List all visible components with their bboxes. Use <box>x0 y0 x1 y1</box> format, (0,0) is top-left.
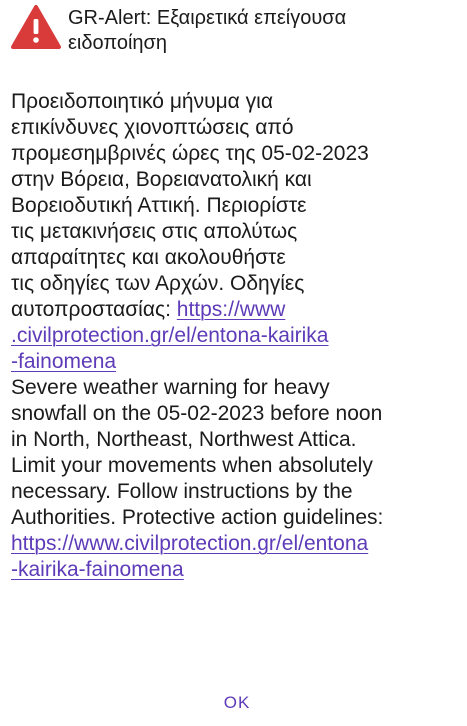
english-guidelines-link[interactable]: https://www.civilprotection.gr/el/entona <box>11 532 369 555</box>
english-message-line: Authorities. Protective action guidelines: <box>11 506 384 529</box>
greek-link-line <box>11 297 463 323</box>
greek-link-line <box>11 349 463 375</box>
english-link-line <box>11 531 463 557</box>
english-message-line: snowfall on the 05-02-2023 before noon <box>11 402 383 425</box>
english-message-line: Limit your movements when absolutely <box>11 454 373 477</box>
english-guidelines-link[interactable]: -kairika-fainomena <box>11 558 184 581</box>
greek-guidelines-link[interactable]: .civilprotection.gr/el/entona-kairika <box>11 324 329 347</box>
greek-message-line: στην Βόρεια, Βορειανατολική και <box>11 168 312 191</box>
greek-message-line: τις μετακινήσεις στις απολύτως <box>11 220 298 243</box>
greek-link-prefix: αυτοπροστασίας: <box>11 298 177 321</box>
greek-link-line <box>11 323 463 349</box>
ok-button[interactable]: OK <box>223 693 251 712</box>
greek-guidelines-link[interactable]: https://www <box>176 298 286 321</box>
dialog-title-line-1: GR-Alert: Εξαιρετικά επείγουσα <box>68 7 347 29</box>
greek-message-line: απαραίτητες και ακολουθήστε <box>11 246 286 269</box>
greek-message-line: επικίνδυνες χιονοπτώσεις από <box>11 116 294 139</box>
warning-triangle-icon <box>10 4 62 50</box>
english-message-line: in North, Northeast, Northwest Attica. <box>11 428 357 451</box>
greek-message-line: προμεσημβρινές ώρες της 05-02-2023 <box>11 142 369 165</box>
greek-guidelines-link[interactable]: -fainomena <box>11 350 117 373</box>
english-link-line <box>11 557 463 583</box>
dialog-title <box>68 6 458 56</box>
greek-message-line: Βορειοδυτική Αττική. Περιορίστε <box>11 194 307 217</box>
dialog-header <box>10 2 460 58</box>
english-message-line: Severe weather warning for heavy <box>11 376 330 399</box>
greek-message-line: τις οδηγίες των Αρχών. Οδηγίες <box>11 272 305 295</box>
english-message-line: necessary. Follow instructions by the <box>11 480 353 503</box>
alert-message <box>11 89 463 583</box>
dialog-title-line-2: ειδοποίηση <box>68 32 168 54</box>
greek-message-line: Προειδοποιητικό μήνυμα για <box>11 90 273 113</box>
